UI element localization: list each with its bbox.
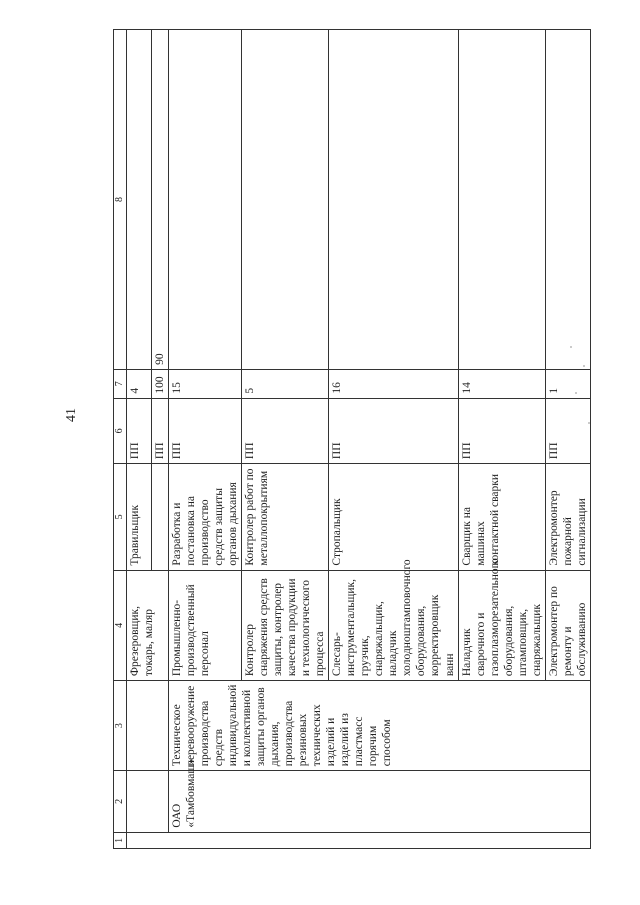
table-cell: Контролер работ по металлопокрытиям bbox=[242, 464, 329, 570]
table-cell bbox=[127, 681, 169, 771]
table-cell: ПП bbox=[169, 398, 242, 464]
col-header-3: 3 bbox=[114, 681, 127, 771]
col-header-6: 6 bbox=[114, 398, 127, 464]
table-cell bbox=[152, 464, 169, 570]
table-cell: 14 bbox=[458, 369, 545, 398]
table-cell: Электромонтер пожарной сигнализации bbox=[545, 464, 590, 570]
table-cell bbox=[242, 30, 329, 370]
table-cell: Слесарь-инструментальщик, грузчик, снаряжальщик, наладчик холодноштамповочного оборудования, корректировщик ванн bbox=[329, 570, 458, 681]
table-cell bbox=[545, 30, 590, 370]
project-cell: Техническое перевооружение производства средств индивидуальной и коллективной защиты органов дыхания, производства резиновых технических изделий и изделий из пластмасс горячим способом bbox=[169, 681, 590, 771]
table-cell: ПП bbox=[242, 398, 329, 464]
col-header-4: 4 bbox=[114, 570, 127, 681]
table-cell: ПП bbox=[329, 398, 458, 464]
table-cell: ПП bbox=[458, 398, 545, 464]
table-cell: 90 bbox=[152, 30, 169, 370]
table-cell: Сварщик на машинах контактной сварки bbox=[458, 464, 545, 570]
table-cell bbox=[329, 30, 458, 370]
scan-speck bbox=[583, 365, 585, 367]
table-row bbox=[127, 30, 152, 849]
table-cell: 5 bbox=[242, 369, 329, 398]
scan-speck bbox=[575, 392, 577, 394]
table-cell: Контролер снаряжения средств защиты, контролер качества продукции и технологического процесса bbox=[242, 570, 329, 681]
table-cell: ПП bbox=[127, 398, 152, 464]
table-row bbox=[169, 30, 242, 849]
header-row bbox=[114, 30, 127, 849]
table-cell bbox=[127, 771, 169, 832]
table-cell: 1 bbox=[545, 369, 590, 398]
col-header-7: 7 bbox=[114, 369, 127, 398]
col-header-1: 1 bbox=[114, 832, 127, 848]
scan-speck bbox=[588, 422, 590, 424]
table-cell: ПП bbox=[545, 398, 590, 464]
table-cell: 16 bbox=[329, 369, 458, 398]
table-cell bbox=[127, 30, 152, 370]
table-cell: Травильщик bbox=[127, 464, 152, 570]
table-cell: Промышленно-производственный персонал bbox=[169, 570, 242, 681]
table-cell: Электромонтер по ремонту и обслуживанию bbox=[545, 570, 590, 681]
col-header-8: 8 bbox=[114, 30, 127, 370]
table-cell: Фрезеровщик, токарь, маляр bbox=[127, 570, 169, 681]
rotated-table-wrapper bbox=[113, 29, 588, 849]
table-cell: Стропальщик bbox=[329, 464, 458, 570]
org-name-cell: ОАО «Тамбовмаш» bbox=[169, 771, 590, 832]
table-cell: 100 bbox=[152, 369, 169, 398]
table-cell bbox=[169, 30, 242, 370]
table-cell: ПП bbox=[152, 398, 169, 464]
col-header-5: 5 bbox=[114, 464, 127, 570]
personnel-table bbox=[113, 29, 591, 849]
col-header-2: 2 bbox=[114, 771, 127, 832]
page-number: 41 bbox=[64, 408, 79, 422]
table-cell: Наладчик сварочного и газоплазморезательного оборудования, штамповщик, снаряжальщик bbox=[458, 570, 545, 681]
table-cell bbox=[127, 832, 590, 848]
table-cell: 4 bbox=[127, 369, 152, 398]
table-cell bbox=[458, 30, 545, 370]
table-cell: Разработка и постановка на производство средств защиты органов дыхания bbox=[169, 464, 242, 570]
table-cell: 15 bbox=[169, 369, 242, 398]
scan-speck bbox=[570, 346, 572, 348]
